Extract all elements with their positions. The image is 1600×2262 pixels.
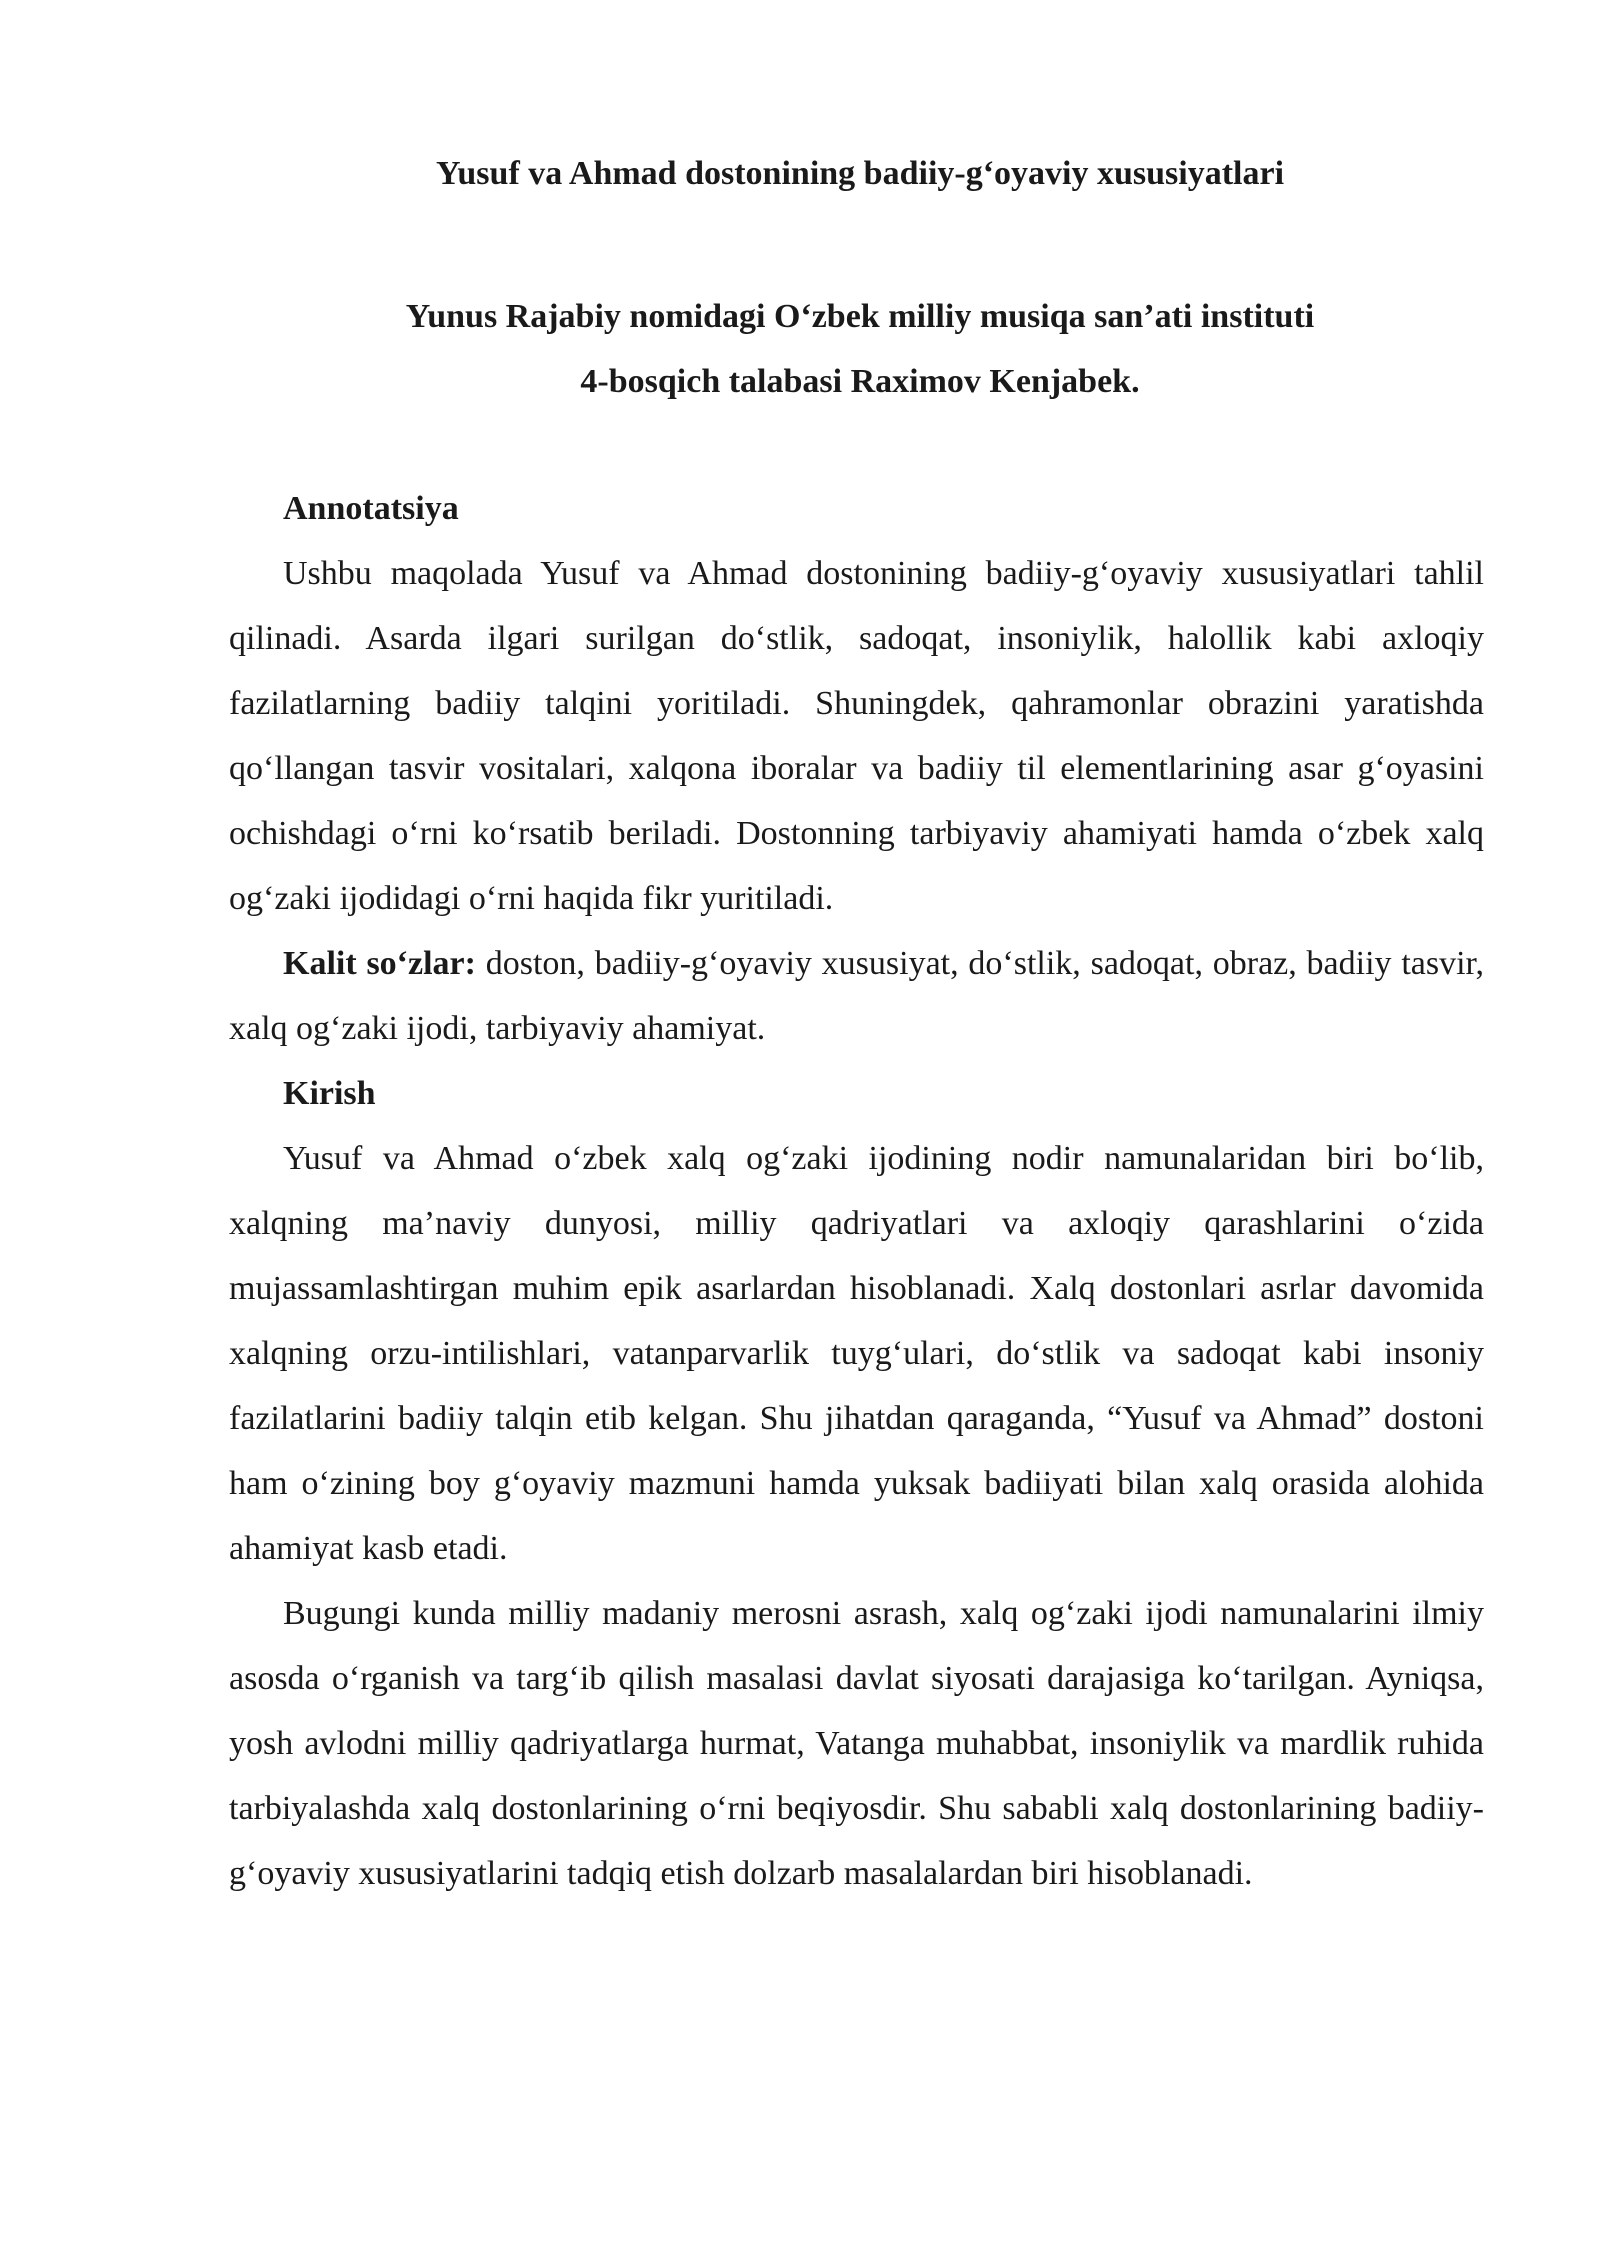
- keywords-paragraph: [229, 931, 1484, 1061]
- annotation-paragraph: Ushbu maqolada Yusuf va Ahmad dostonining badiiy-g‘oyaviy xususiyatlari tahlil qilinadi. Asarda ilgari surilgan do‘stlik, sadoqat, insoniylik, halollik kabi axloqiy fazilatlarning badiiy talqini yoritiladi. Shuningdek, qahramonlar obrazini yaratishda qo‘llangan tasvir vositalari, xalqona iboralar va badiiy til elementlarining asar g‘oyasini ochishdagi o‘rni ko‘rsatib beriladi. Dostonning tarbiyaviy ahamiyati hamda o‘zbek xalq og‘zaki ijodidagi o‘rni haqida fikr yuritiladi.: [229, 555, 1484, 917]
- keywords-label: Kalit so‘zlar:: [283, 945, 476, 982]
- keywords-list: doston, badiiy-g‘oyaviy xususiyat, do‘stlik, sadoqat, obraz, badiiy tasvir, xalq og‘zaki ijodi, tarbiyaviy ahamiyat.: [229, 945, 1484, 1047]
- document-title: Yusuf va Ahmad dostonining badiiy-g‘oyaviy xususiyatlari: [435, 155, 1285, 192]
- author-affiliation: [0, 284, 1600, 414]
- annotation-heading: Annotatsiya: [283, 490, 459, 527]
- intro-heading: Kirish: [283, 1075, 376, 1112]
- intro-paragraph-2: Bugungi kunda milliy madaniy merosni asrash, xalq og‘zaki ijodi namunalarini ilmiy asosda o‘rganish va targ‘ib qilish masalasi davlat siyosati darajasiga ko‘tarilgan. Ayniqsa, yosh avlodni milliy qadriyatlarga hurmat, Vatanga muhabbat, insoniylik va mardlik ruhida tarbiyalashda xalq dostonlarining o‘rni beqiyosdir. Shu sababli xalq dostonlarining badiiy-g‘oyaviy xususiyatlarini tadqiq etish dolzarb masalalardan biri hisoblanadi.: [229, 1595, 1484, 1892]
- affiliation-institute: Yunus Rajabiy nomidagi O‘zbek milliy musiqa san’ati instituti: [405, 298, 1315, 335]
- affiliation-author: 4-bosqich talabasi Raximov Kenjabek.: [580, 363, 1140, 400]
- intro-paragraph-1: Yusuf va Ahmad o‘zbek xalq og‘zaki ijodining nodir namunalaridan biri bo‘lib, xalqning ma’naviy dunyosi, milliy qadriyatlari va axloqiy qarashlarini o‘zida mujassamlashtirgan muhim epik asarlardan hisoblanadi. Xalq dostonlari asrlar davomida xalqning orzu-intilishlari, vatanparvarlik tuyg‘ulari, do‘stlik va sadoqat kabi insoniy fazilatlarini badiiy talqin etib kelgan. Shu jihatdan qaraganda, “Yusuf va Ahmad” dostoni ham o‘zining boy g‘oyaviy mazmuni hamda yuksak badiiyati bilan xalq orasida alohida ahamiyat kasb etadi.: [229, 1140, 1484, 1567]
- article-body: [229, 476, 1484, 1906]
